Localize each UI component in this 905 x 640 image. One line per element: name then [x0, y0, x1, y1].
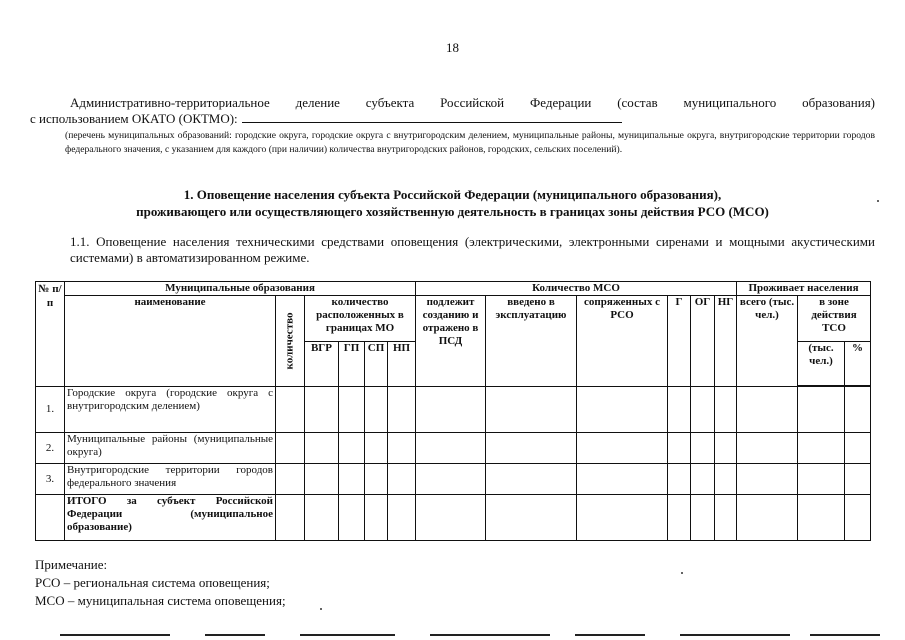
intro-line-2 — [30, 110, 622, 126]
row-number: 3. — [36, 464, 65, 495]
intro-word: (состав — [617, 95, 658, 110]
row-name: ИТОГО за субъект Российской Федерации (муниципальное образование) — [65, 495, 276, 541]
header-tso-zone: в зоне действия ТСО — [798, 296, 871, 342]
okato-label: с использованием ОКАТО (ОКТМО): — [30, 111, 238, 126]
intro-text — [30, 95, 875, 126]
header-g: Г — [668, 296, 691, 387]
header-np: НП — [388, 342, 416, 387]
header-located: количество расположенных в границах МО — [305, 296, 416, 342]
table-row-total — [36, 495, 871, 541]
next-page-bleed — [0, 634, 905, 640]
row-number: 1. — [36, 387, 65, 433]
scan-speck — [877, 200, 879, 202]
page-number: 18 — [446, 40, 459, 55]
header-mso-count: Количество МСО — [416, 282, 737, 296]
note-mso: МСО – муниципальная система оповещения; — [35, 593, 286, 608]
notes-title: Примечание: — [35, 557, 108, 572]
header-vgr: ВГР — [305, 342, 339, 387]
header-municipal: Муниципальные образования — [65, 282, 416, 296]
scan-speck — [320, 608, 322, 610]
intro-word: субъекта — [365, 95, 415, 110]
scan-speck — [681, 572, 683, 574]
row-number: 2. — [36, 433, 65, 464]
intro-word: Федерации — [529, 95, 592, 110]
header-count-text: количество — [283, 312, 296, 370]
section-heading-line-2: проживающего или осуществляющего хозяйственную деятельность в границах зоны действия РСО (МСО) — [136, 204, 769, 219]
row-number — [36, 495, 65, 541]
paragraph-1-1-text: 1.1. Оповещение населения техническими средствами оповещения (электрическими, электронными сиренами и мощными акустическими системами) в автоматизированном режиме. — [70, 234, 875, 265]
table-row — [36, 387, 871, 433]
intro-word: муниципального — [683, 95, 777, 110]
intro-word: образования) — [802, 95, 875, 110]
section-heading-line-1: 1. Оповещение населения субъекта Российской Федерации (муниципального образования), — [183, 187, 722, 202]
header-linked-rso: сопряженных с РСО — [577, 296, 668, 387]
municipal-list-note-text: (перечень муниципальных образований: городские округа, городские округа с внутригородским делением, муниципальные районы, муниципальные округа, внутригородские территории городов федерального значения, с указанием для каждого (при наличии) количества внутригородских районов, городских, сельских поселений). — [65, 130, 875, 155]
header-total: всего (тыс. чел.) — [737, 296, 798, 387]
intro-word: Административно-территориальное — [70, 95, 270, 110]
header-number: № п/п — [36, 282, 65, 387]
table-row — [36, 464, 871, 495]
header-to-create: подлежит созданию и отражено в ПСД — [416, 296, 486, 387]
note-rso: РСО – региональная система оповещения; — [35, 575, 270, 590]
header-sp: СП — [365, 342, 388, 387]
header-thousand: (тыс. чел.) — [798, 342, 845, 386]
table-row — [36, 433, 871, 464]
header-commissioned: введено в эксплуатацию — [486, 296, 577, 387]
row-name: Городские округа (городские округа с внутригородским делением) — [65, 387, 276, 433]
header-og: ОГ — [691, 296, 715, 387]
header-population: Проживает населения — [737, 282, 871, 296]
paragraph-1-1 — [35, 234, 875, 265]
header-count — [276, 296, 305, 387]
municipal-list-note — [35, 129, 875, 156]
header-name: наименование — [65, 296, 276, 387]
header-percent: % — [845, 342, 871, 386]
header-ng: НГ — [715, 296, 737, 387]
header-gp: ГП — [339, 342, 365, 387]
intro-line-1 — [70, 95, 875, 110]
intro-word: деление — [295, 95, 340, 110]
okato-fill-line — [242, 110, 622, 123]
section-heading — [30, 186, 875, 220]
row-name: Внутригородские территории городов федерального значения — [65, 464, 276, 495]
mso-table — [35, 281, 871, 541]
row-name: Муниципальные районы (муниципальные округа) — [65, 433, 276, 464]
intro-word: Российской — [440, 95, 505, 110]
notes — [35, 556, 286, 610]
